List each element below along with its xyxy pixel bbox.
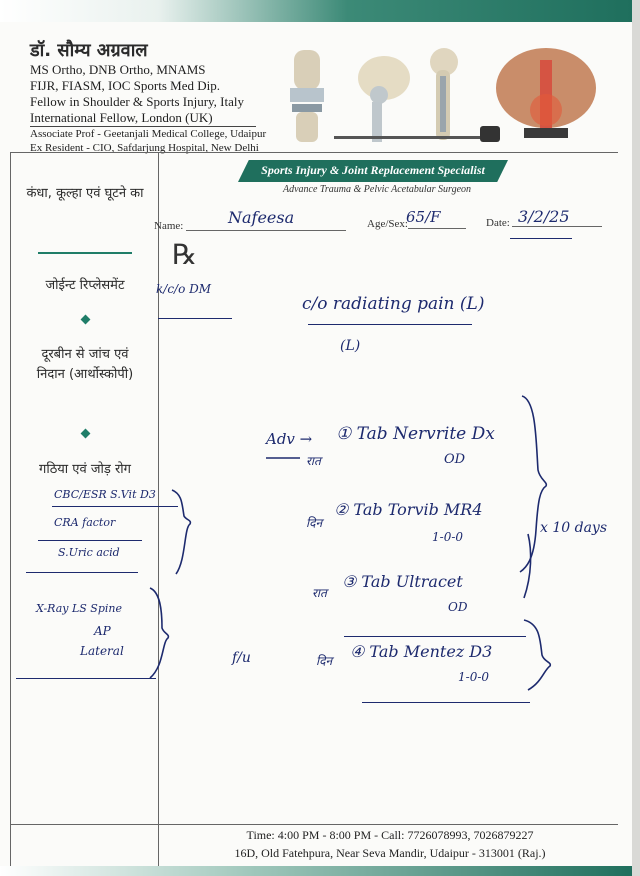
- qualification-line: Fellow in Shoulder & Sports Injury, Italy: [30, 94, 245, 109]
- medication-dose: OD: [444, 452, 466, 467]
- patient-agesex: 65/F: [406, 208, 441, 226]
- investigation-note: S.Uric acid: [58, 546, 120, 559]
- doctor-name: डॉ. सौम्य अग्रवाल: [30, 40, 148, 61]
- known-case-note: k/c/o DM: [156, 282, 212, 296]
- advice-note: Adv →: [266, 430, 313, 448]
- medication-dose: 1-0-0: [458, 670, 490, 684]
- affiliation-line: Associate Prof - Geetanjali Medical College, Udaipur: [30, 128, 267, 140]
- medication-dose: OD: [448, 600, 468, 614]
- medication-line: ① Tab Nervrite Dx: [336, 424, 495, 444]
- medication-brace: [524, 620, 550, 690]
- xray-note: X-Ray LS Spine: [36, 602, 122, 615]
- agesex-label: Age/Sex:: [367, 218, 408, 230]
- dose-frequency: दिन: [316, 654, 333, 668]
- visit-date: 3/2/25: [518, 207, 570, 226]
- medication-dose: 1-0-0: [432, 530, 464, 544]
- specialty-banner-text: Sports Injury & Joint Replacement Specialist: [261, 163, 485, 177]
- medication-line: ④ Tab Mentez D3: [350, 642, 493, 661]
- dose-frequency: रात: [306, 454, 321, 468]
- dose-frequency: दिन: [306, 516, 323, 530]
- investigation-brace: [172, 490, 190, 574]
- xray-note: AP: [94, 624, 111, 638]
- medication-brace: [520, 396, 546, 572]
- rx-symbol: ℞: [172, 238, 198, 271]
- xray-brace: [150, 588, 168, 678]
- name-label: Name:: [154, 220, 184, 232]
- sidebar-section: कंधा, कूल्हा एवं घूटने का: [26, 186, 144, 201]
- clinic-timing: Time: 4:00 PM - 8:00 PM - Call: 7726078993, 7026879227: [246, 828, 534, 842]
- dose-frequency: रात: [312, 586, 327, 600]
- treatment-duration: x 10 days: [540, 520, 608, 536]
- affiliation-line: Ex Resident - CIO, Safdarjung Hospital, New Delhi: [30, 142, 259, 154]
- sidebar-section: गठिया एवं जोड़ रोग: [39, 462, 131, 477]
- follow-up-note: f/u: [232, 650, 251, 666]
- bottom-stripe: [0, 866, 632, 876]
- tagline: Advance Trauma & Pelvic Acetabular Surgeon: [282, 184, 472, 195]
- sidebar-section: दूरबीन से जांच एवं निदान (आर्थोस्कोपी): [36, 347, 134, 383]
- clinic-address: 16D, Old Fatehpura, Near Seva Mandir, Udaipur - 313001 (Raj.): [234, 846, 546, 860]
- medication-line: ② Tab Torvib MR4: [334, 500, 483, 519]
- investigation-note: CRA factor: [54, 516, 116, 529]
- sidebar-section: जोईन्ट रिप्लेसमेंट: [45, 278, 125, 293]
- medication-line: ③ Tab Ultracet: [342, 572, 463, 591]
- date-label: Date:: [486, 217, 510, 229]
- qualification-line: International Fellow, London (UK): [30, 110, 213, 125]
- qualification-line: FIJR, FIASM, IOC Sports Med Dip.: [30, 78, 220, 93]
- complaint-note: c/o radiating pain (L): [302, 294, 485, 314]
- patient-name: Nafeesa: [228, 208, 295, 227]
- complaint-side: (L): [340, 338, 361, 354]
- investigation-note: CBC/ESR S.Vit D3: [54, 488, 156, 501]
- xray-note: Lateral: [80, 644, 124, 658]
- qualification-line: MS Ortho, DNB Ortho, MNAMS: [30, 62, 206, 77]
